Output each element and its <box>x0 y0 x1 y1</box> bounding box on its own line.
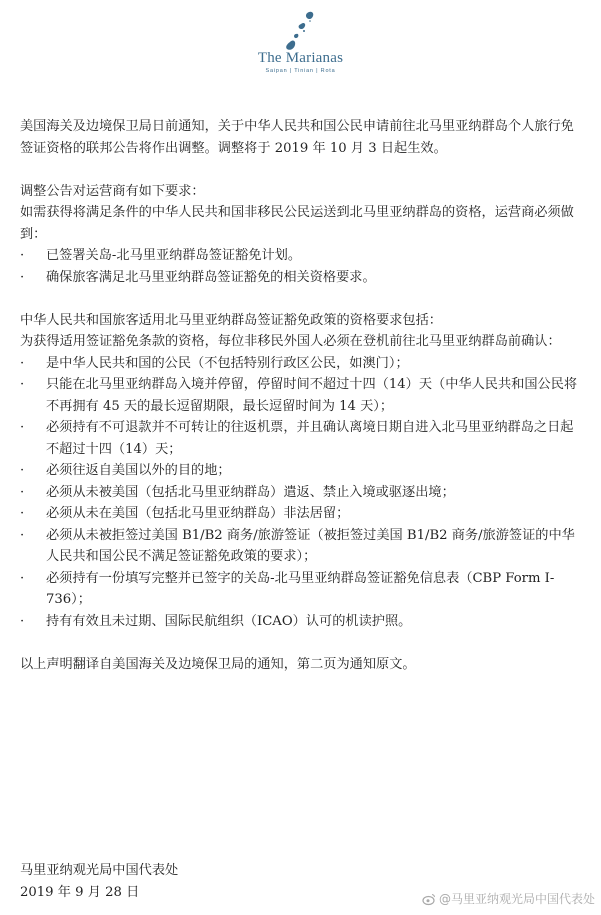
list-item-text: 确保旅客满足北马里亚纳群岛签证豁免的相关资格要求。 <box>46 269 376 285</box>
eligibility-lead: 为获得适用签证豁免条款的资格，每位非移民外国人必须在登机前往北马里亚纳群岛前确认： <box>20 334 561 349</box>
weibo-icon <box>422 892 436 906</box>
list-item-text: 是中华人民共和国的公民（不包括特别行政区公民，如澳门）； <box>46 355 409 371</box>
bullet-icon: · <box>20 420 25 435</box>
eligibility-heading: 中华人民共和国旅客适用北马里亚纳群岛签证豁免政策的资格要求包括： <box>20 312 442 328</box>
watermark-text: @马里亚纳观光局中国代表处 <box>438 892 595 906</box>
footer-date: 2019 年 9 月 28 日 <box>20 884 140 900</box>
list-item <box>20 267 582 289</box>
bullet-icon: · <box>20 613 25 629</box>
list-item-text: 必须持有不可退款并不可转让的往返机票，并且确认离境日期自进入北马里亚纳群岛之日起不超过十四（14）天； <box>46 420 574 457</box>
list-item-text: 必须持有一份填写完整并已签字的关岛-北马里亚纳群岛签证豁免信息表（CBP Form I-736）； <box>46 570 555 607</box>
bullet-icon: · <box>20 570 25 586</box>
list-item <box>20 460 582 482</box>
signature-block <box>20 860 178 903</box>
list-item <box>20 353 582 375</box>
list-item <box>20 417 582 460</box>
list-item-text: 必须从未在美国（包括北马里亚纳群岛）非法居留； <box>46 506 350 521</box>
list-item-text: 必须从未被美国（包括北马里亚纳群岛）遣返、禁止入境或驱逐出境； <box>46 484 455 500</box>
intro-paragraph: 美国海关及边境保卫局日前通知，关于中华人民共和国公民申请前往北马里亚纳群岛个人旅行免签证资格的联邦公告将作出调整。调整将于 2019 年 10 月 3 日起生效。 <box>20 119 574 156</box>
operators-lead: 如需获得将满足条件的中华人民共和国非移民公民运送到北马里亚纳群岛的资格，运营商必须做到： <box>20 205 574 242</box>
bullet-icon: · <box>20 484 25 500</box>
operators-heading: 调整公告对运营商有如下要求： <box>20 183 205 199</box>
islands-icon <box>279 10 323 52</box>
bullet-icon: · <box>20 527 25 543</box>
list-item-text: 必须往返自美国以外的目的地； <box>46 463 231 478</box>
list-item <box>20 568 582 611</box>
list-item <box>20 374 582 417</box>
notice-body <box>20 116 582 675</box>
bullet-icon: · <box>20 506 25 521</box>
statement-paragraph: 以上声明翻译自美国海关及边境保卫局的通知，第二页为通知原文。 <box>20 656 416 672</box>
bullet-icon: · <box>20 248 25 263</box>
list-item-text: 只能在北马里亚纳群岛入境并停留，停留时间不超过十四（14）天（中华人民共和国公民将不再拥有 45 天的最长逗留期限，最长逗留时间为 14 天）； <box>46 377 578 414</box>
bullet-icon: · <box>20 463 25 478</box>
logo-title: The Marianas <box>257 50 344 66</box>
marianas-logo <box>0 10 601 100</box>
logo-subtitle: Saipan | Tinian | Rota <box>265 68 336 74</box>
bullet-icon: · <box>20 377 25 392</box>
list-item-text: 必须从未被拒签过美国 B1/B2 商务/旅游签证（被拒签过美国 B1/B2 商务/旅游签证的中华人民共和国公民不满足签证豁免政策的要求）； <box>46 527 575 564</box>
bullet-icon: · <box>20 355 25 371</box>
weibo-watermark <box>422 890 595 907</box>
bullet-icon: · <box>20 269 25 285</box>
list-item <box>20 245 582 267</box>
list-item <box>20 525 582 568</box>
list-item <box>20 503 582 525</box>
list-item-text: 已签署关岛-北马里亚纳群岛签证豁免计划。 <box>46 248 302 263</box>
list-item <box>20 482 582 504</box>
list-item <box>20 611 582 633</box>
list-item-text: 持有有效且未过期、国际民航组织（ICAO）认可的机读护照。 <box>46 613 412 629</box>
footer-org: 马里亚纳观光局中国代表处 <box>20 863 179 878</box>
